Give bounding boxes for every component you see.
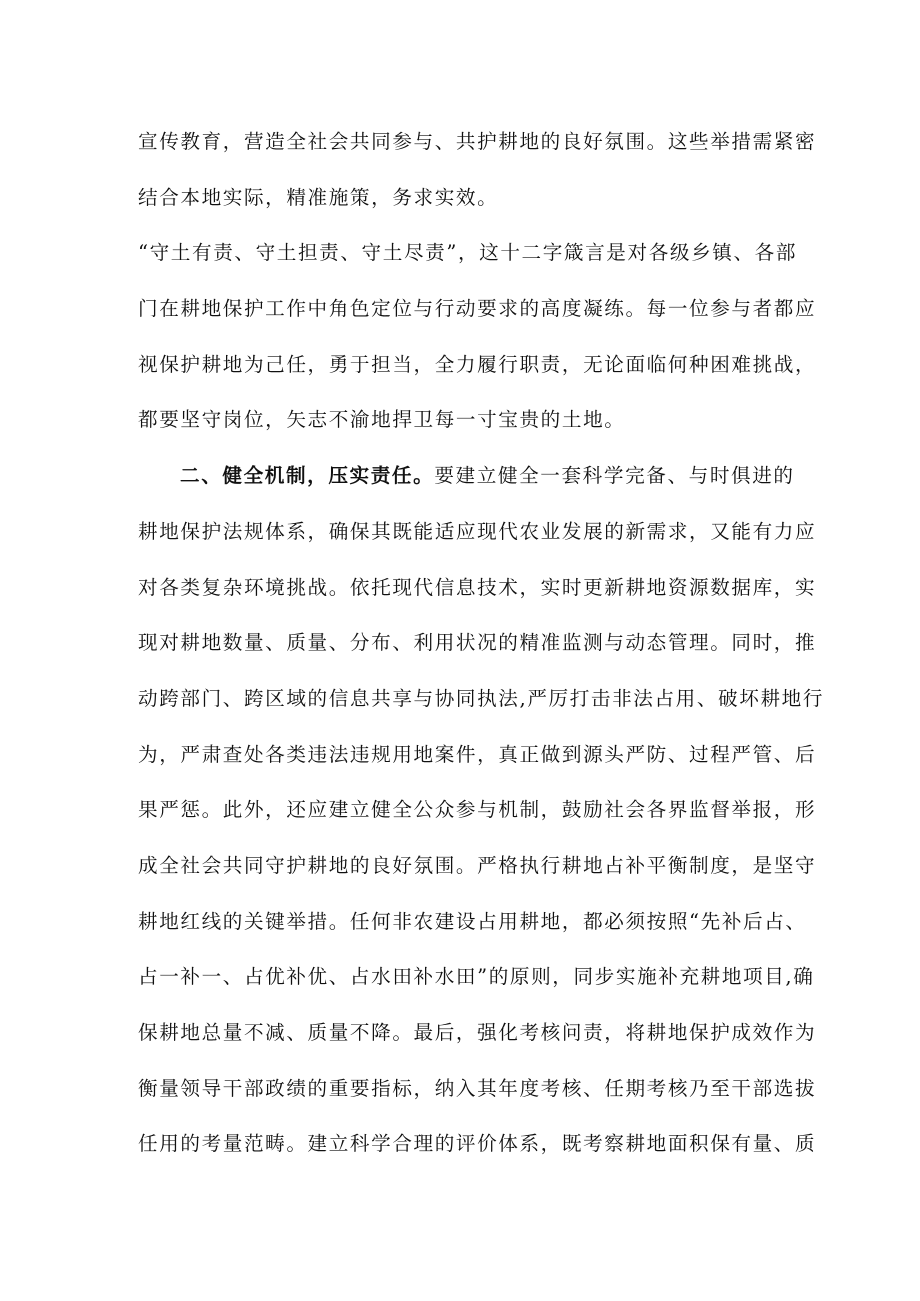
text-line: 占一补一、占优补优、占水田补水田”的原则，同步实施补充耕地项目,确 <box>138 965 815 989</box>
text-line: 都要坚守岗位，矢志不渝地捍卫每一寸宝贵的土地。 <box>138 408 626 432</box>
text-line: “守土有责、守土担责、守土尽责”，这十二字箴言是对各级乡镇、各部 <box>138 241 798 265</box>
text-line: 门在耕地保护工作中角色定位与行动要求的高度凝练。每一位参与者都应 <box>138 297 817 321</box>
text-line: 成全社会共同守护耕地的良好氛围。严格执行耕地占补平衡制度，是坚守 <box>138 853 817 877</box>
text-line: 现对耕地数量、质量、分布、利用状况的精准监测与动态管理。同时，推 <box>138 631 817 655</box>
text-line: 视保护耕地为己任，勇于担当，全力履行职责，无论面临何种困难挑战， <box>138 352 817 376</box>
paragraph-1 <box>138 120 817 231</box>
section-2-first-line <box>180 454 795 510</box>
paragraph-2 <box>138 231 817 454</box>
section-2-heading: 二、健全机制，压实责任。 <box>180 464 435 488</box>
section-2-first-line-text: 要建立健全一套科学完备、与时俱进的 <box>434 464 795 488</box>
text-line: 衡量领导干部政绩的重要指标，纳入其年度考核、任期考核乃至干部选拔 <box>138 1076 817 1100</box>
text-line: 耕地保护法规体系，确保其既能适应现代农业发展的新需求，又能有力应 <box>138 519 817 543</box>
text-line: 果严惩。此外，还应建立健全公众参与机制，鼓励社会各界监督举报，形 <box>138 798 817 822</box>
text-line: 对各类复杂环境挑战。依托现代信息技术，实时更新耕地资源数据库，实 <box>138 575 817 599</box>
text-line: 动跨部门、跨区域的信息共享与协同执法,严厉打击非法占用、破坏耕地行 <box>138 686 825 710</box>
text-line: 耕地红线的关键举措。任何非农建设占用耕地，都必须按照“先补后占、 <box>138 909 807 933</box>
text-line: 保耕地总量不减、质量不降。最后，强化考核问责，将耕地保护成效作为 <box>138 1021 817 1044</box>
text-line: 为，严肃查处各类违法违规用地案件，真正做到源头严防、过程严管、后 <box>138 742 817 766</box>
text-line: 结合本地实际，精准施策，务求实效。 <box>138 185 499 209</box>
text-line: 宣传教育，营造全社会共同参与、共护耕地的良好氛围。这些举措需紧密 <box>138 130 817 153</box>
text-line: 任用的考量范畴。建立科学合理的评价体系，既考察耕地面积保有量、质 <box>138 1132 817 1156</box>
section-2-paragraph <box>138 454 825 1178</box>
document-page <box>138 120 825 1178</box>
